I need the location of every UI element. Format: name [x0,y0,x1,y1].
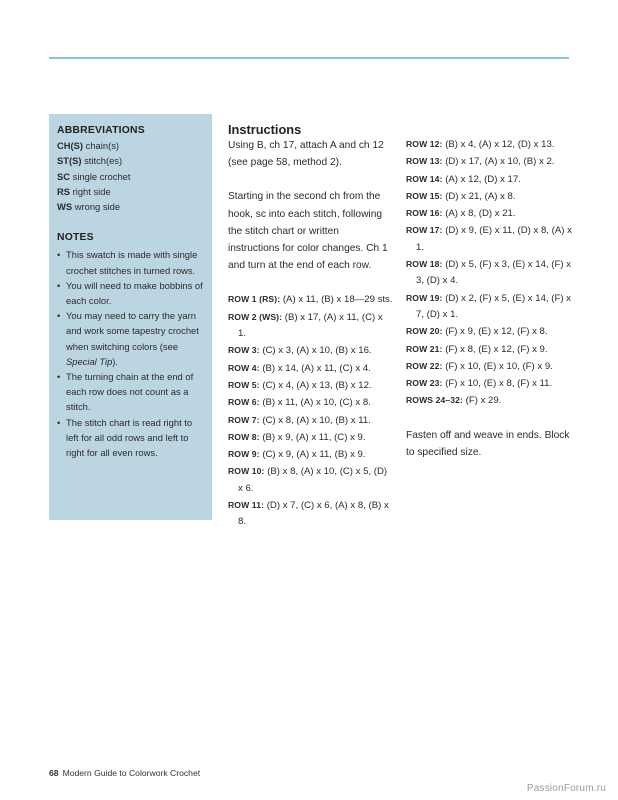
row-instruction [228,360,393,377]
row-label: ROW 6: [228,397,260,408]
abbreviation-item [57,184,204,199]
note-tip-before: You may need to carry the yarn and work some tapestry crochet when switching colors (see [66,310,199,352]
row-instruction [406,358,576,375]
note-tip-italic: Special Tip [66,355,113,367]
row-label: ROW 21: [406,343,443,354]
abbreviations-title: ABBREVIATIONS [57,125,145,136]
row-text: (A) x 8, (D) x 21. [445,208,516,220]
note-item [57,308,204,369]
row-instruction [228,412,393,429]
rows-list-2 [406,136,576,410]
row-text: (D) x 7, (C) x 6, (A) x 8, (B) x 8. [238,499,389,528]
note-tip-after: ). [112,355,119,367]
notes-title: NOTES [57,232,94,244]
row-instruction [228,342,393,359]
note-item: • The turning chain at the end of each row does not count as a stitch. [57,369,204,415]
intro-paragraph-2: Starting in the second ch from the hook, sc into each stitch, following the stitch chart or written instructions for color changes. Ch 1 and turn at the end of each row. [228,191,388,272]
abbr-meaning: stitch(es) [84,155,123,167]
abbreviations-list [57,138,204,214]
row-text: (B) x 17, (A) x 11, (C) x 1. [238,311,383,340]
row-text: (A) x 11, (B) x 18—29 sts. [282,294,393,306]
row-instruction [406,222,576,256]
row-label: ROW 15: [406,190,443,201]
sidebar-box [49,114,212,520]
abbreviation-item [57,169,204,184]
row-text: (B) x 11, (A) x 10, (C) x 8. [262,397,371,409]
page-footer [49,768,200,778]
row-label: ROW 4: [228,362,260,373]
abbr-code: CH(S) [57,140,84,152]
row-instruction [406,205,576,222]
rows-list-1 [228,291,393,530]
outro-paragraph: Fasten off and weave in ends. Block to specified size. [406,429,570,458]
abbreviation-item [57,153,204,168]
row-text: (F) x 8, (E) x 12, (F) x 9. [445,343,548,355]
row-text: (A) x 12, (D) x 17. [445,173,521,185]
row-text: (B) x 9, (A) x 11, (C) x 9. [262,431,366,443]
abbr-code: SC [57,170,71,182]
row-label: ROW 10: [228,466,265,477]
row-text: (D) x 2, (F) x 5, (E) x 14, (F) x 7, (D) x 1. [416,292,571,320]
abbr-code: WS [57,201,73,213]
row-text: (B) x 4, (A) x 12, (D) x 13. [445,139,555,150]
row-label: ROWS 24–32: [406,395,463,406]
row-text: (C) x 8, (A) x 10, (B) x 11. [262,414,371,426]
row-text: (F) x 29. [465,395,502,407]
row-instruction [406,136,576,153]
row-text: (C) x 9, (A) x 11, (B) x 9. [262,449,366,461]
top-rule [49,57,569,59]
row-text: (C) x 4, (A) x 13, (B) x 12. [262,379,372,391]
page-number: 68 [49,768,59,778]
row-label: ROW 13: [406,156,443,167]
row-instruction [406,171,576,188]
row-text: (B) x 8, (A) x 10, (C) x 5, (D) x 6. [238,466,388,494]
book-title: Modern Guide to Colorwork Crochet [62,768,201,778]
row-label: ROW 1 (RS): [228,294,281,305]
row-label: ROW 19: [406,292,443,303]
row-instruction [228,377,393,394]
row-label: ROW 22: [406,360,443,371]
abbr-meaning: chain(s) [85,140,119,152]
note-item: • The stitch chart is read right to left for all odd rows and left to right for all even rows. [57,415,204,461]
row-instruction [228,497,393,531]
row-label: ROW 7: [228,414,260,425]
abbreviation-item [57,138,204,153]
abbr-code: RS [57,185,71,197]
row-text: (D) x 9, (E) x 11, (D) x 8, (A) x 1. [416,225,572,253]
row-instruction [228,463,393,497]
row-text: (D) x 5, (F) x 3, (E) x 14, (F) x 3, (D) x 4. [416,259,571,287]
row-instruction [406,341,576,358]
row-instruction [406,188,576,205]
row-label: ROW 17: [406,225,443,236]
intro-paragraph-1: Using B, ch 17, attach A and ch 12 (see page 58, method 2). [228,140,384,169]
row-instruction [406,290,576,324]
row-label: ROW 20: [406,326,443,337]
notes-list [57,247,204,460]
row-instruction [228,291,393,308]
row-instruction [228,429,393,446]
row-label: ROW 18: [406,259,443,270]
instructions-column-2 [406,136,576,461]
abbr-meaning: wrong side [74,201,121,213]
row-instruction [228,446,393,463]
row-label: ROW 2 (WS): [228,311,283,322]
row-text: (F) x 9, (E) x 12, (F) x 8. [445,326,548,338]
row-label: ROW 23: [406,378,443,389]
row-label: ROW 8: [228,431,260,442]
row-text: (D) x 17, (A) x 10, (B) x 2. [445,156,555,168]
row-instruction [406,323,576,340]
row-text: (B) x 14, (A) x 11, (C) x 4. [262,362,371,374]
row-instruction [406,392,576,409]
abbr-meaning: right side [72,185,111,197]
row-instruction [228,309,393,343]
row-text: (F) x 10, (E) x 10, (F) x 9. [445,360,553,372]
row-instruction [406,256,576,290]
instructions-title: Instructions [228,122,302,137]
row-instruction [406,375,576,392]
row-label: ROW 5: [228,379,260,390]
abbreviation-item [57,199,204,214]
instructions-column-1 [228,122,393,531]
watermark: PassionForum.ru [526,783,606,794]
abbr-code: ST(S) [57,155,82,167]
row-label: ROW 11: [228,499,265,510]
note-item: • You will need to make bobbins of each color. [57,278,204,308]
row-label: ROW 3: [228,345,260,356]
row-instruction [406,153,576,170]
note-item: • This swatch is made with single crochet stitches in turned rows. [57,247,204,277]
row-label: ROW 16: [406,208,443,219]
row-text: (D) x 21, (A) x 8. [445,190,516,202]
row-label: ROW 12: [406,139,443,149]
abbr-meaning: single crochet [72,170,131,182]
row-text: (C) x 3, (A) x 10, (B) x 16. [262,345,372,357]
row-label: ROW 9: [228,449,260,460]
row-instruction [228,394,393,411]
row-label: ROW 14: [406,173,443,184]
row-text: (F) x 10, (E) x 8, (F) x 11. [445,378,553,390]
